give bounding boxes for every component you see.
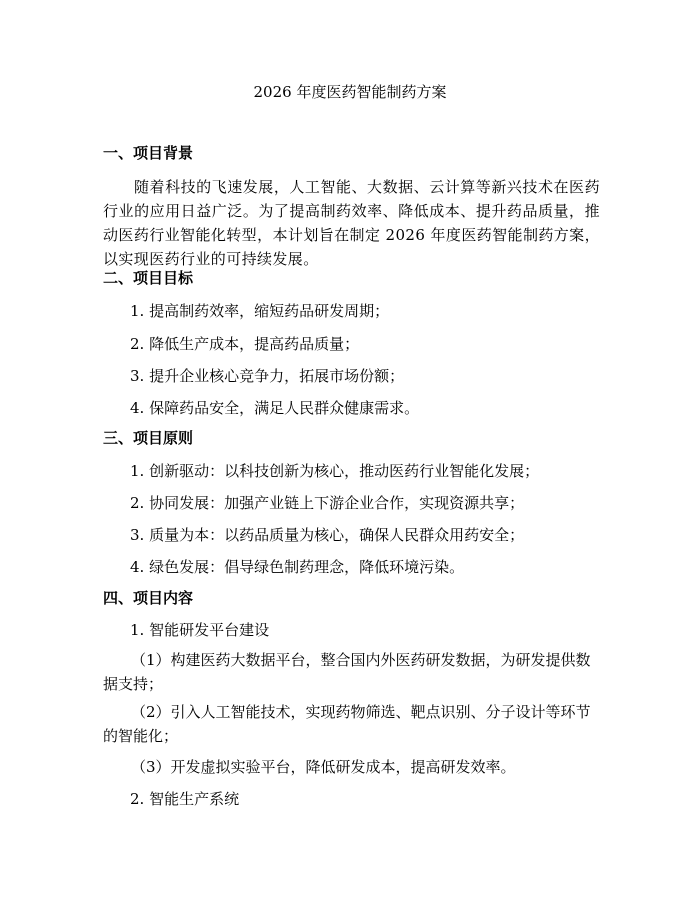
content-subitem-1: （1）构建医药大数据平台，整合国内外医药研发数据，为研发提供数据支持； [103, 651, 591, 693]
document-title: 2026 年度医药智能制药方案 [253, 83, 447, 101]
content-item-1: 1. 智能研发平台建设 [130, 621, 270, 639]
principle-item-3: 3. 质量为本：以药品质量为核心，确保人民群众用药安全； [130, 526, 525, 544]
goal-item-3: 3. 提升企业核心竞争力，拓展市场份额； [130, 367, 405, 385]
goal-item-4: 4. 保障药品安全，满足人民群众健康需求。 [130, 399, 420, 417]
principle-item-4: 4. 绿色发展：倡导绿色制药理念，降低环境污染。 [130, 558, 465, 576]
content-subitem-2: （2）引入人工智能技术，实现药物筛选、靶点识别、分子设计等环节的智能化； [103, 703, 591, 745]
section-heading-content: 四、项目内容 [103, 589, 194, 607]
section-heading-principles: 三、项目原则 [103, 429, 194, 447]
principle-item-2: 2. 协同发展：加强产业链上下游企业合作，实现资源共享； [130, 494, 525, 512]
content-item-2: 2. 智能生产系统 [130, 790, 240, 808]
section-heading-goals: 二、项目目标 [103, 269, 194, 287]
content-subitem-3: （3）开发虚拟实验平台，降低研发成本，提高研发效率。 [131, 758, 516, 776]
goal-item-1: 1. 提高制药效率，缩短药品研发周期； [130, 302, 390, 320]
background-paragraph: 随着科技的飞速发展，人工智能、大数据、云计算等新兴技术在医药行业的应用日益广泛。为了提高制药效率、降低成本、提升药品质量，推动医药行业智能化转型，本计划旨在制定 2026 年度医药智能制药方案，以实现医药行业的可持续发展。 [103, 178, 600, 268]
principle-item-1: 1. 创新驱动：以科技创新为核心，推动医药行业智能化发展； [130, 462, 540, 480]
section-heading-background: 一、项目背景 [103, 144, 194, 162]
goal-item-2: 2. 降低生产成本，提高药品质量； [130, 335, 360, 353]
